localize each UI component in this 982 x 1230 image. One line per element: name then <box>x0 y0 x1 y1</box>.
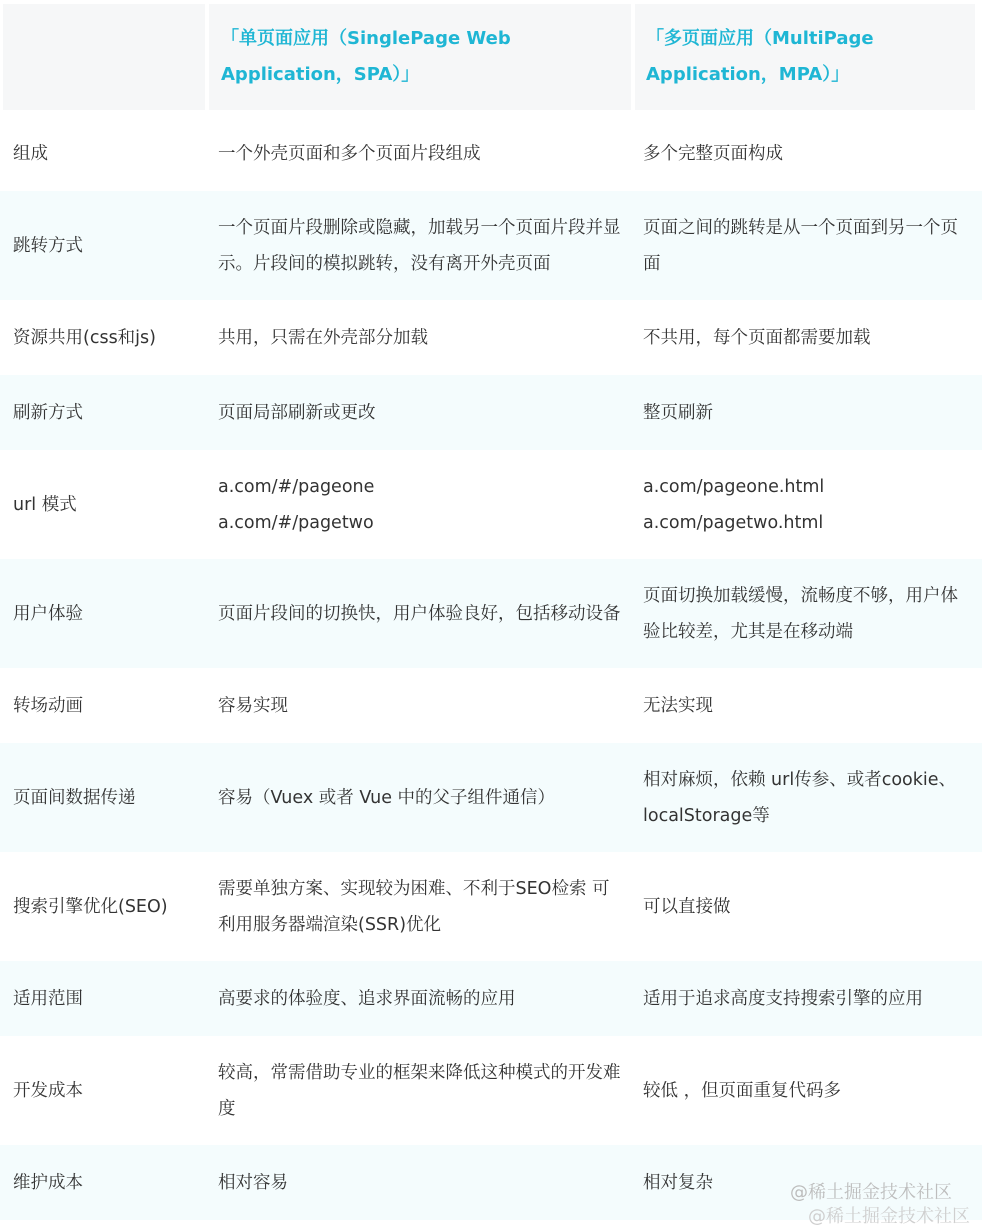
row-mpa-value: 页面切换加载缓慢，流畅度不够，用户体验比较差，尤其是在移动端 <box>643 585 958 642</box>
watermark-text: @稀土掘金技术社区 <box>790 1182 952 1203</box>
row-mpa-value: 页面之间的跳转是从一个页面到另一个页面 <box>643 217 958 274</box>
row-mpa-value: 无法实现 <box>643 695 713 716</box>
row-label: 资源共用(css和js) <box>13 327 156 348</box>
row-label: url 模式 <box>13 494 77 515</box>
row-mpa-value: 适用于追求高度支持搜索引擎的应用 <box>643 988 923 1009</box>
row-mpa-value: 较低 ，但页面重复代码多 <box>643 1080 842 1101</box>
table-row <box>0 116 982 191</box>
table-row <box>0 375 982 450</box>
row-label: 组成 <box>13 143 48 164</box>
header-cell-empty <box>3 4 205 110</box>
row-mpa-value: a.com/pageone.html a.com/pagetwo.html <box>643 476 825 533</box>
table-row <box>0 300 982 375</box>
table-row <box>0 450 982 559</box>
row-mpa-value: 不共用，每个页面都需要加载 <box>643 327 871 348</box>
row-mpa-value: 相对复杂 <box>643 1172 713 1193</box>
row-label: 刷新方式 <box>13 402 83 423</box>
row-spa-value: 页面片段间的切换快，用户体验良好，包括移动设备 <box>218 603 621 624</box>
row-label: 适用范围 <box>13 988 83 1009</box>
table-row <box>0 191 982 300</box>
row-label: 用户体验 <box>13 603 83 624</box>
row-spa-value: 需要单独方案、实现较为困难、不利于SEO检索 可利用服务器端渲染(SSR)优化 <box>218 878 610 935</box>
row-mpa-value: 多个完整页面构成 <box>643 143 783 164</box>
row-spa-value: 共用，只需在外壳部分加载 <box>218 327 428 348</box>
row-spa-value: 高要求的体验度、追求界面流畅的应用 <box>218 988 516 1009</box>
row-label: 跳转方式 <box>13 235 83 256</box>
row-spa-value: a.com/#/pageone a.com/#/pagetwo <box>218 476 375 533</box>
row-spa-value: 一个外壳页面和多个页面片段组成 <box>218 143 481 164</box>
table-row <box>0 852 982 961</box>
row-spa-value: 页面局部刷新或更改 <box>218 402 376 423</box>
row-label: 搜索引擎优化(SEO) <box>13 896 168 917</box>
header-cell-mpa: 「多页面应用（MultiPage Application，MPA）」 <box>635 4 975 110</box>
watermark-text-secondary: @稀土掘金技术社区 <box>808 1206 970 1227</box>
table-row <box>0 1036 982 1145</box>
row-spa-value: 相对容易 <box>218 1172 288 1193</box>
table-row <box>0 743 982 852</box>
row-spa-value: 容易实现 <box>218 695 288 716</box>
table-body <box>0 116 982 1220</box>
row-spa-value: 较高，常需借助专业的框架来降低这种模式的开发难度 <box>218 1062 621 1119</box>
row-mpa-value: 可以直接做 <box>643 896 731 917</box>
row-label: 页面间数据传递 <box>13 787 136 808</box>
table-header-row <box>0 0 982 116</box>
row-mpa-value: 相对麻烦，依赖 url传参、或者cookie、localStorage等 <box>643 769 957 826</box>
row-label: 转场动画 <box>13 695 83 716</box>
row-label: 开发成本 <box>13 1080 83 1101</box>
table-row <box>0 559 982 668</box>
header-cell-spa: 「单页面应用（SinglePage Web Application，SPA）」 <box>209 4 631 110</box>
table-row <box>0 961 982 1036</box>
row-spa-value: 容易（Vuex 或者 Vue 中的父子组件通信） <box>218 787 556 808</box>
row-label: 维护成本 <box>13 1172 83 1193</box>
row-spa-value: 一个页面片段删除或隐藏，加载另一个页面片段并显示。片段间的模拟跳转，没有离开外壳页面 <box>218 217 621 274</box>
table-row <box>0 668 982 743</box>
row-mpa-value: 整页刷新 <box>643 402 713 423</box>
